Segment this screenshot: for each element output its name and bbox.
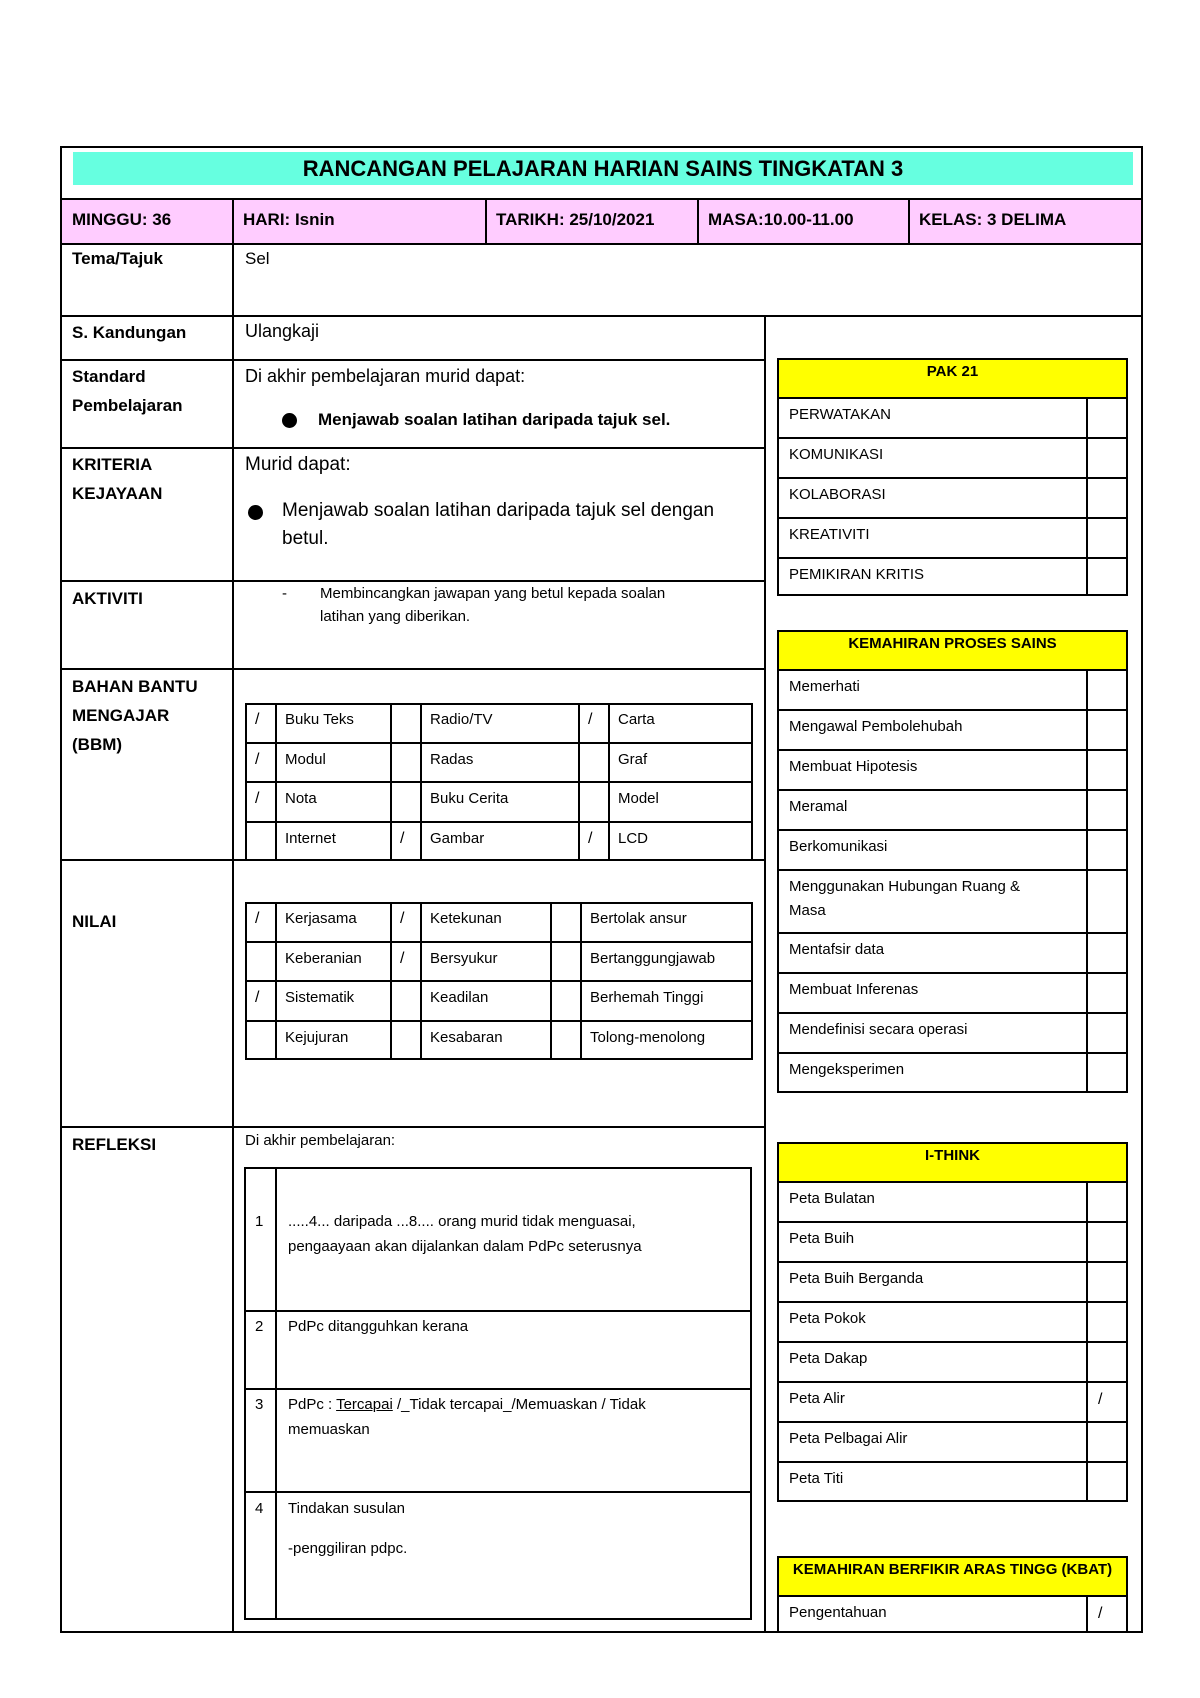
- kbat-check-0[interactable]: /: [1098, 1605, 1103, 1622]
- kps-item-7: Membuat Inferenas: [789, 981, 919, 998]
- bbm-check-2-0[interactable]: /: [255, 790, 260, 807]
- nilai-item-2-2: Berhemah Tinggi: [590, 989, 704, 1006]
- bbm-check-0-0[interactable]: /: [255, 711, 260, 728]
- kps-title: KEMAHIRAN PROSES SAINS: [779, 632, 1126, 669]
- aktiviti-line-1: Membincangkan jawapan yang betul kepada soalan: [320, 585, 666, 602]
- refleksi-num-3: 3: [255, 1396, 264, 1413]
- ithink-item-3: Peta Pokok: [789, 1310, 866, 1327]
- kbat-title: KEMAHIRAN BERFIKIR ARAS TINGG (KBAT): [779, 1558, 1126, 1595]
- ithink-item-5: Peta Alir: [789, 1390, 845, 1407]
- nilai-check-0-0[interactable]: /: [255, 910, 260, 927]
- nilai-item-0-1: Ketekunan: [430, 910, 502, 927]
- bbm-item-3-0: Internet: [285, 829, 336, 847]
- kps-item-0: Memerhati: [789, 678, 860, 695]
- bbm-item-3-1: Gambar: [430, 829, 485, 847]
- nilai-item-1-2: Bertanggungjawab: [590, 949, 716, 967]
- nilai-item-2-1: Keadilan: [430, 989, 489, 1006]
- bbm-item-2-0: Nota: [285, 790, 317, 807]
- nilai-item-2-0: Sistematik: [285, 989, 355, 1006]
- pak21-item-1: KOMUNIKASI: [789, 446, 884, 463]
- pak21-title: PAK 21: [779, 360, 1126, 397]
- kriteria-point-1: Menjawab soalan latihan daripada tajuk sel dengan: [282, 500, 715, 521]
- tarikh: TARIKH: 25/10/2021: [496, 210, 655, 229]
- bbm-check-0-2[interactable]: /: [588, 711, 593, 728]
- kriteria-label-2: KEJAYAAN: [72, 484, 163, 503]
- kriteria-intro: Murid dapat:: [245, 454, 351, 475]
- kps-item-3: Meramal: [789, 798, 848, 815]
- bbm-item-3-2: LCD: [618, 829, 649, 847]
- bbm-item-1-1: Radas: [430, 750, 474, 768]
- ithink-item-2: Peta Buih Berganda: [789, 1270, 924, 1287]
- standard-intro: Di akhir pembelajaran murid dapat:: [245, 366, 526, 386]
- ithink-item-0: Peta Bulatan: [789, 1190, 875, 1207]
- bbm-item-1-2: Graf: [618, 750, 648, 768]
- pak21-item-2: KOLABORASI: [789, 486, 886, 503]
- kbat-item-0: Pengentahuan: [789, 1604, 887, 1621]
- bbm-item-0-1: Radio/TV: [430, 711, 493, 728]
- refleksi-1-line-2: pengaayaan akan dijalankan dalam PdPc seterusnya: [288, 1238, 642, 1255]
- aktiviti-line-2: latihan yang diberikan.: [320, 608, 471, 625]
- standard-point: Menjawab soalan latihan daripada tajuk sel.: [318, 410, 671, 429]
- bullet-icon: [282, 413, 297, 428]
- refleksi-2-line-1: PdPc ditangguhkan kerana: [288, 1318, 469, 1335]
- ithink-item-7: Peta Titi: [789, 1470, 844, 1487]
- refleksi-num-2: 2: [255, 1318, 264, 1335]
- kps-item-9: Mengeksperimen: [789, 1061, 905, 1078]
- kps-item-4: Berkomunikasi: [789, 838, 888, 855]
- kelas: KELAS: 3 DELIMA: [919, 210, 1067, 229]
- nilai-item-1-0: Keberanian: [285, 949, 362, 967]
- nilai-item-3-1: Kesabaran: [430, 1028, 503, 1046]
- nilai-check-0-1[interactable]: /: [400, 910, 405, 927]
- kandungan-value: Ulangkaji: [245, 321, 320, 341]
- nilai-item-0-0: Kerjasama: [285, 910, 357, 927]
- refleksi-num-1: 1: [255, 1213, 264, 1230]
- nilai-item-0-2: Bertolak ansur: [590, 910, 687, 927]
- refleksi-label: REFLEKSI: [72, 1135, 157, 1154]
- bbm-check-3-1[interactable]: /: [400, 829, 405, 847]
- ithink-item-6: Peta Pelbagai Alir: [789, 1430, 908, 1447]
- bbm-item-0-2: Carta: [618, 711, 655, 728]
- kps-item-8: Mendefinisi secara operasi: [789, 1021, 968, 1038]
- bbm-label-2: MENGAJAR: [72, 706, 170, 725]
- nilai-item-3-0: Kejujuran: [285, 1028, 349, 1046]
- page-title: RANCANGAN PELAJARAN HARIAN SAINS TINGKATAN 3: [302, 156, 904, 181]
- aktiviti-dash: -: [282, 585, 287, 602]
- bbm-item-2-1: Buku Cerita: [430, 790, 509, 807]
- ithink-check-5[interactable]: /: [1098, 1391, 1103, 1408]
- bullet-icon: [248, 505, 263, 520]
- nilai-check-1-1[interactable]: /: [400, 949, 405, 967]
- refleksi-1-line-1: .....4... daripada ...8.... orang murid tidak menguasai,: [288, 1213, 636, 1230]
- bbm-check-3-2[interactable]: /: [588, 829, 593, 847]
- pak21-item-3: KREATIVITI: [789, 526, 870, 543]
- bbm-item-1-0: Modul: [285, 750, 326, 768]
- minggu: MINGGU: 36: [72, 210, 172, 229]
- standard-label-2: Pembelajaran: [72, 396, 183, 415]
- pak21-item-0: PERWATAKAN: [789, 406, 891, 423]
- tema-value: Sel: [245, 249, 270, 268]
- bbm-item-0-0: Buku Teks: [285, 711, 354, 728]
- kps-item-1: Mengawal Pembolehubah: [789, 718, 963, 735]
- refleksi-num-4: 4: [255, 1500, 264, 1517]
- ithink-item-1: Peta Buih: [789, 1230, 855, 1247]
- nilai-item-3-2: Tolong-menolong: [590, 1028, 706, 1046]
- ithink-item-4: Peta Dakap: [789, 1350, 868, 1367]
- bbm-check-1-0[interactable]: /: [255, 750, 260, 768]
- kandungan-label: S. Kandungan: [72, 323, 187, 342]
- kps-item-2: Membuat Hipotesis: [789, 758, 918, 775]
- refleksi-4-line-2: -penggiliran pdpc.: [288, 1540, 408, 1557]
- kriteria-point-2: betul.: [282, 528, 329, 549]
- kps-item-6: Mentafsir data: [789, 941, 885, 958]
- refleksi-3-line-2: memuaskan: [288, 1421, 370, 1438]
- refleksi-4-line-1: Tindakan susulan: [288, 1500, 406, 1517]
- kps-item-5-cont: Masa: [789, 902, 826, 919]
- tema-label: Tema/Tajuk: [72, 249, 164, 268]
- kps-item-5: Menggunakan Hubungan Ruang &: [789, 878, 1021, 895]
- aktiviti-label: AKTIVITI: [72, 589, 143, 608]
- refleksi-intro: Di akhir pembelajaran:: [245, 1132, 396, 1149]
- ithink-title: I-THINK: [779, 1144, 1126, 1181]
- standard-label-1: Standard: [72, 367, 146, 386]
- refleksi-3-line-1: PdPc : Tercapai /_Tidak tercapai_/Memuaskan / Tidak: [288, 1396, 646, 1413]
- bbm-label-1: BAHAN BANTU: [72, 677, 198, 696]
- masa: MASA:10.00-11.00: [708, 210, 854, 229]
- nilai-check-2-0[interactable]: /: [255, 989, 260, 1006]
- hari: HARI: Isnin: [243, 210, 335, 229]
- nilai-label: NILAI: [72, 912, 117, 931]
- nilai-item-1-1: Bersyukur: [430, 949, 498, 967]
- pak21-item-4: PEMIKIRAN KRITIS: [789, 566, 925, 583]
- bbm-label-3: (BBM): [72, 735, 123, 754]
- kriteria-label-1: KRITERIA: [72, 455, 153, 474]
- bbm-item-2-2: Model: [618, 790, 659, 807]
